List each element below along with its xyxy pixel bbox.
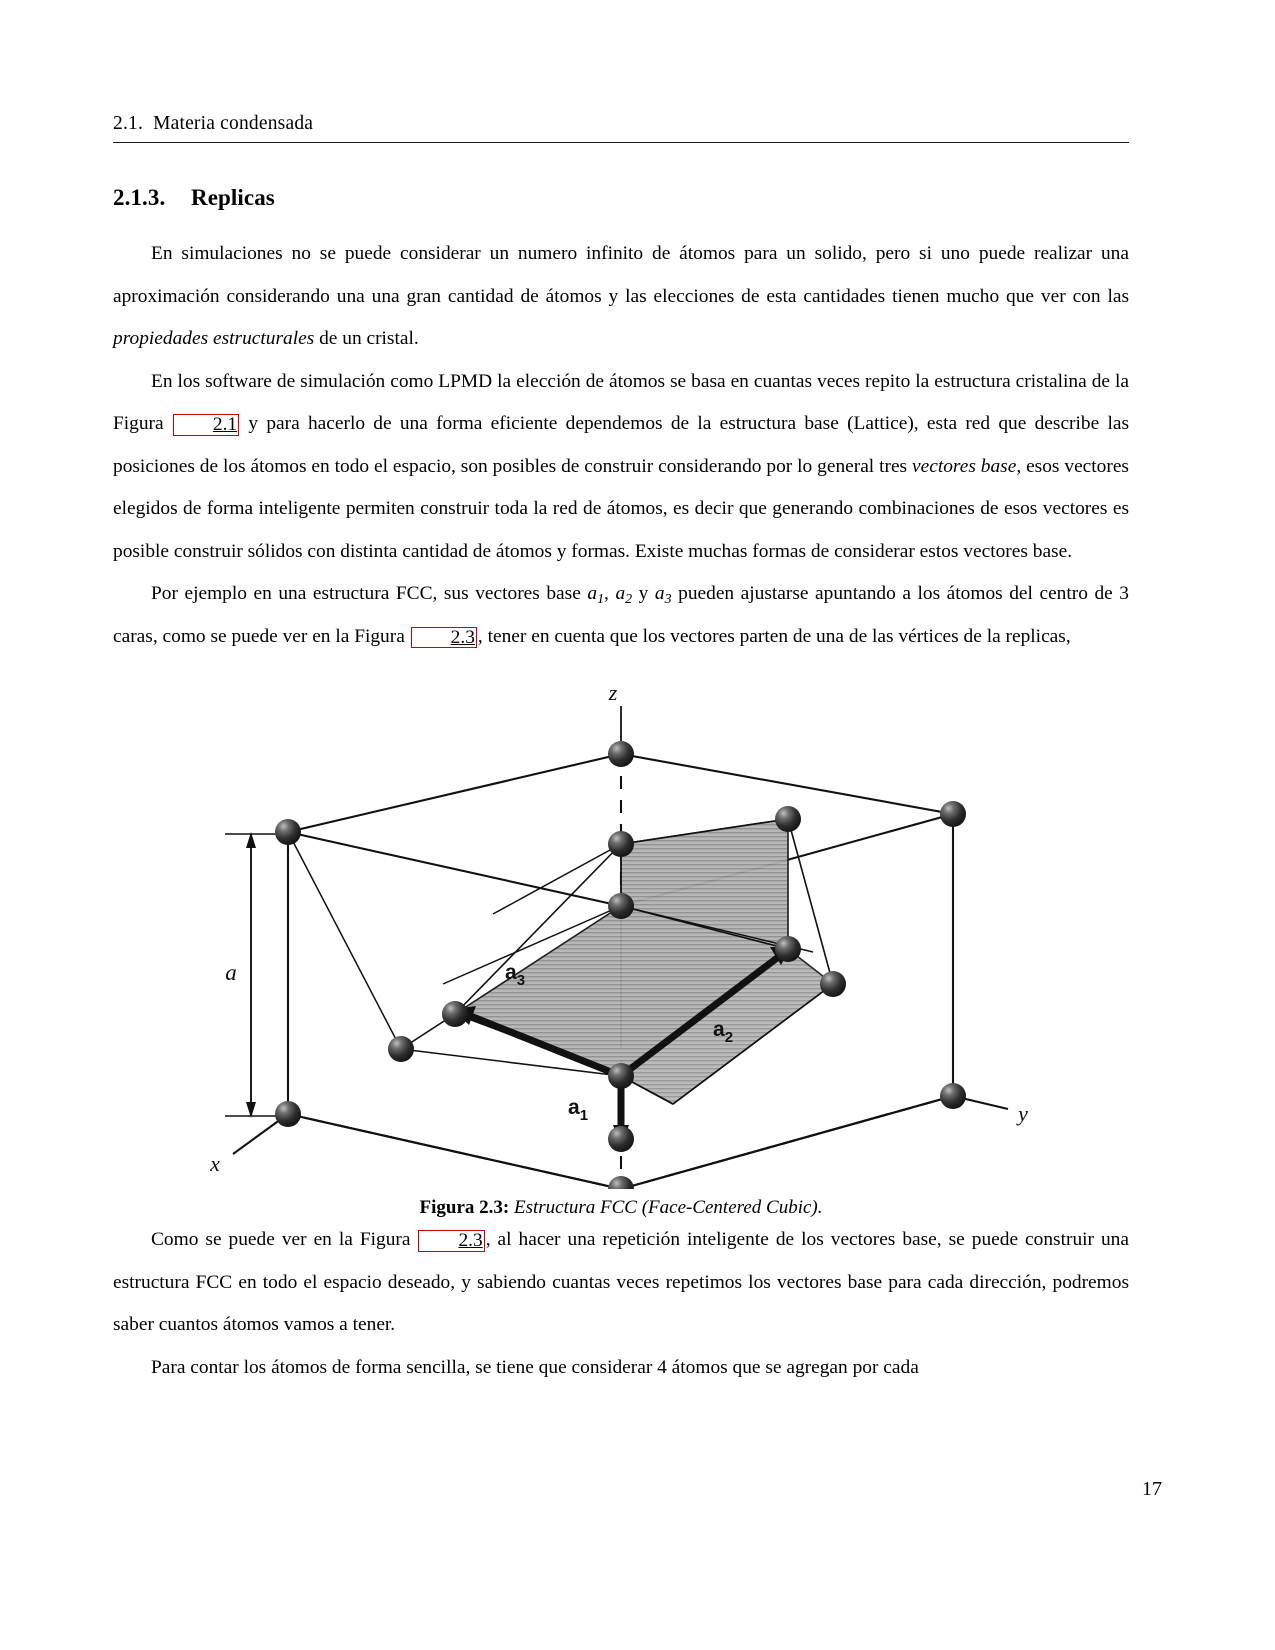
atom-corner-top-right [940,801,966,827]
vector-a2-subscript: 2 [625,591,633,607]
atom-face-left [442,1001,468,1027]
paragraph-5 [113,1347,1129,1390]
vector-a3-inline [654,583,672,607]
p3-text-c: , tener en cuenta que los vectores parten de una de las vértices de la replicas, [477,625,1071,647]
atom-face-right-lower [820,971,846,997]
fcc-lattice-diagram [113,684,1129,1189]
atom-face-centre-upper [608,893,634,919]
paragraph-2 [113,361,1129,574]
vector-a1-subscript: 1 [597,591,605,607]
figure-caption-text: Estructura FCC (Face-Centered Cubic). [513,1197,823,1218]
p4-text-b: , al hacer una repetición inteligente de los vectores base, se puede construir una estructura FCC en todo el espacio deseado, y sabiendo cuantas veces repetimos los vectores base para cada dirección, podremos saber cuantos átomos vamos a tener. [113,1229,1129,1335]
figure-caption-label: Figura 2.3: [419,1197,510,1218]
vector-a3-subscript: 3 [664,591,672,607]
vector-label-a1: $a_1$ [568,1096,589,1124]
atom-face-bottom [608,1126,634,1152]
atom-corner-bottom-left [275,1101,301,1127]
vector-a2-symbol: a [615,583,626,604]
p5-text: Para contar los átomos de forma sencilla, se tiene que considerar 4 átomos que se agregan por cada [151,1356,919,1378]
atom-origin-centre [608,1063,634,1089]
running-header-number: 2.1. [113,113,144,134]
atom-corner-top-back [608,741,634,767]
figure-reference-2-3-second[interactable]: 2.3 [418,1230,484,1252]
lattice-constant-label: a [225,960,237,985]
p2-text-c: , esos vectores elegidos de forma inteligente permiten construir toda la red de átomos, es decir que generando combinaciones de esos vectores es posible construir sólidos con distinta cantidad de átomos y formas. Existe muchas formas de considerar estos vectores base. [113,455,1129,562]
atom-corner-top-left [275,819,301,845]
vector-a2-inline [615,583,633,607]
paragraph-1 [113,233,1129,361]
p2-text-a: En los software de simulación como LPMD la elección de átomos se basa en cuantas veces repito la estructura cristalina de la Figura [113,370,1129,434]
p1-text-a: En simulaciones no se puede considerar un numero infinito de átomos para un solido, pero si uno puede realizar una aproximación considerando una una gran cantidad de átomos y las elecciones de esta cantidades tienen mucho que ver con las [113,243,1129,307]
section-title: Replicas [191,185,275,210]
p3-text-b: pueden ajustarse apuntando a los átomos del centro de 3 caras, como se puede ver en la Figura [113,583,1129,647]
axis-label-z: z [608,684,618,705]
axis-label-x: x [210,1151,220,1176]
running-header [113,113,1129,142]
vector-label-a2: $a_2$ [713,1018,734,1046]
section-number: 2.1.3. [113,185,166,210]
paragraph-4 [113,1219,1129,1347]
p2-text-b: y para hacerlo de una forma eficiente dependemos de la estructura base (Lattice), esta red que describe las posiciones de los átomos en todo el espacio, son posibles de construir considerando por lo general tres [113,413,1129,477]
atom-face-right [775,936,801,962]
axis-label-y: y [1018,1101,1028,1126]
figure-fcc-structure [113,684,1129,1219]
atom-face-left-lower [388,1036,414,1062]
p1-emphasis: propiedades estructurales [113,328,315,349]
running-header-title: Materia condensada [153,113,314,134]
vector-label-a3: $a_3$ [505,961,526,989]
atom-face-top [608,831,634,857]
paragraph-3 [113,573,1129,658]
figure-reference-2-3-first[interactable]: 2.3 [411,627,477,649]
header-rule [113,142,1129,143]
vector-a1-inline [587,583,605,607]
vector-a1-symbol: a [587,583,598,604]
p3-text-a: Por ejemplo en una estructura FCC, sus vectores base [151,583,588,604]
page-number: 17 [1142,1478,1162,1500]
figure-reference-2-1[interactable]: 2.1 [173,414,239,436]
atom-corner-bottom-right [940,1083,966,1109]
p3-sep-2: y [632,583,655,604]
p1-text-b: de un cristal. [314,328,419,349]
section-heading [113,185,1129,211]
page-content [113,0,1129,1389]
atom-face-back-right [775,806,801,832]
p4-text-a: Como se puede ver en la Figura [151,1229,418,1250]
figure-caption [113,1197,1129,1219]
p3-sep-1: , [604,583,616,604]
vector-a3-symbol: a [654,583,665,604]
atom-corner-bottom-front [608,1176,634,1189]
p2-emphasis: vectores base [912,455,1017,477]
